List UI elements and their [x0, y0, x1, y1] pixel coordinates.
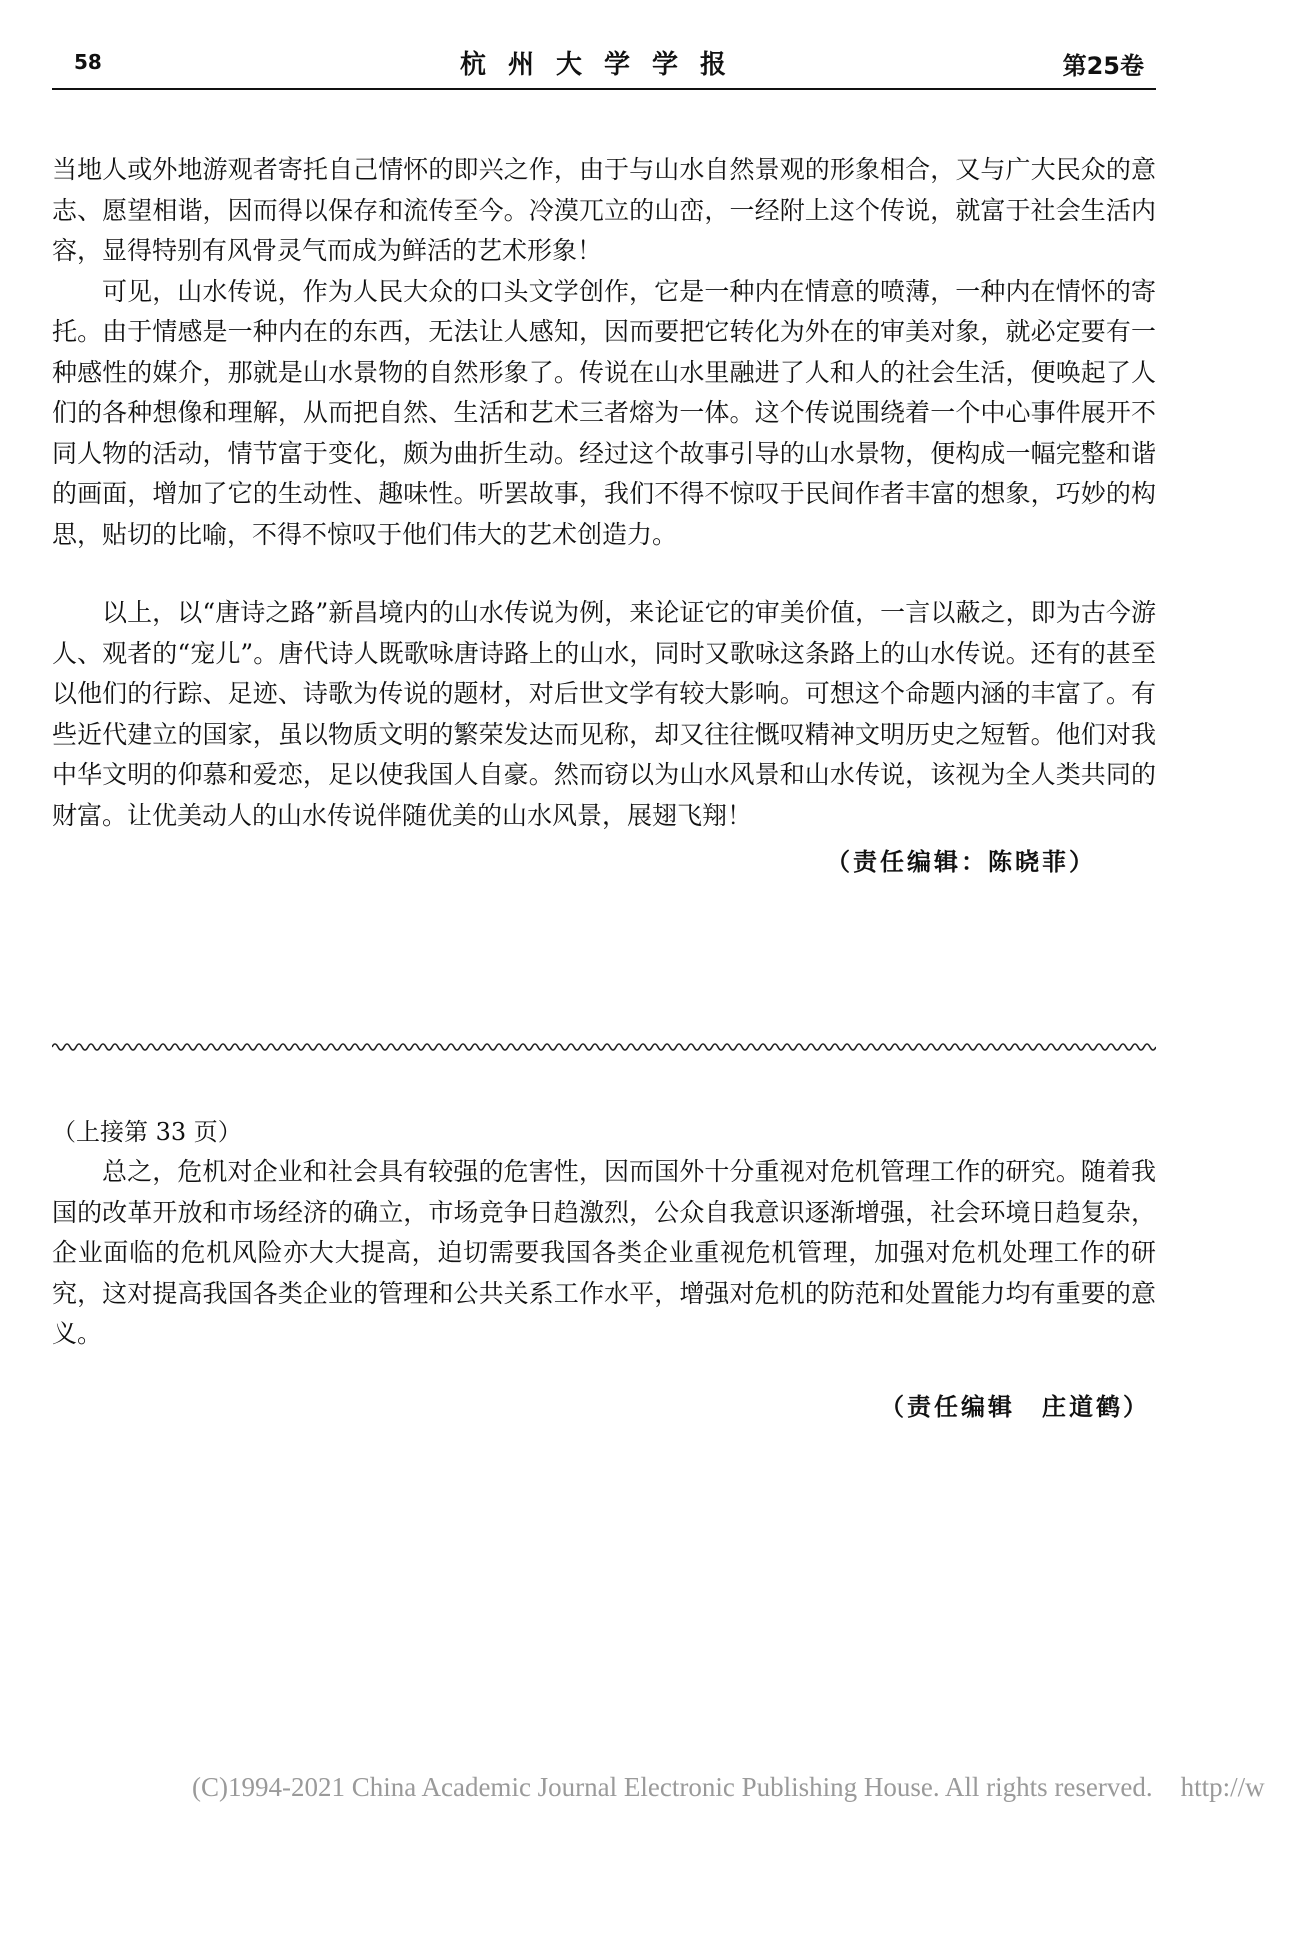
- page-number: 58: [74, 50, 102, 74]
- editor-credit: （责任编辑：陈晓菲）: [826, 848, 1096, 876]
- paragraph: 以上，以“唐诗之路”新昌境内的山水传说为例，来论证它的审美价值，一言以蔽之，即为古今游人、观者的“宠儿”。唐代诗人既歌咏唐诗路上的山水，同时又歌咏这条路上的山水传说。还有的甚至以他们的行踪、足迹、诗歌为传说的题材，对后世文学有较大影响。可想这个命题内涵的丰富了。有些近代建立的国家，虽以物质文明的繁荣发达而见称，却又往往慨叹精神文明历史之短暂。他们对我中华文明的仰慕和爱恋，足以使我国人自豪。然而窃以为山水风景和山水传说，该视为全人类共同的财富。让优美动人的山水传说伴随优美的山水风景，展翅飞翔！: [52, 598, 1156, 830]
- continuation-note: （上接第 33 页）: [52, 1118, 242, 1146]
- url-text: http://w: [1180, 1772, 1265, 1802]
- article-section-1: [52, 150, 1156, 877]
- copyright-footer: [192, 1772, 1265, 1803]
- paragraph: 总之，危机对企业和社会具有较强的危害性，因而国外十分重视对危机管理工作的研究。随着我国的改革开放和市场经济的确立，市场竞争日趋激烈，公众自我意识逐渐增强，社会环境日趋复杂，企业面临的危机风险亦大大提高，迫切需要我国各类企业重视危机管理，加强对危机处理工作的研究，这对提高我国各类企业的管理和公共关系工作水平，增强对危机的防范和处置能力均有重要的意义。: [52, 1157, 1156, 1348]
- paragraph: 可见，山水传说，作为人民大众的口头文学创作，它是一种内在情意的喷薄，一种内在情怀的寄托。由于情感是一种内在的东西，无法让人感知，因而要把它转化为外在的审美对象，就必定要有一种感性的媒介，那就是山水景物的自然形象了。传说在山水里融进了人和人的社会生活，便唤起了人们的各种想像和理解，从而把自然、生活和艺术三者熔为一体。这个传说围绕着一个中心事件展开不同人物的活动，情节富于变化，颇为曲折生动。经过这个故事引导的山水景物，便构成一幅完整和谐的画面，增加了它的生动性、趣味性。听罢故事，我们不得不惊叹于民间作者丰富的想象，巧妙的构思，贴切的比喻，不得不惊叹于他们伟大的艺术创造力。: [52, 276, 1156, 549]
- copyright-text: (C)1994-2021 China Academic Journal Electronic Publishing House. All rights reserved.: [192, 1772, 1153, 1802]
- paragraph: 当地人或外地游观者寄托自己情怀的即兴之作，由于与山水自然景观的形象相合，又与广大民众的意志、愿望相谐，因而得以保存和流传至今。冷漠兀立的山峦，一经附上这个传说，就富于社会生活内容，显得特别有风骨灵气而成为鲜活的艺术形象！: [52, 155, 1156, 265]
- section-divider: [52, 1038, 1156, 1056]
- editor-credit: （责任编辑 庄道鹤）: [880, 1392, 1150, 1421]
- volume-label: 第25卷: [1062, 52, 1144, 80]
- article-section-2: [52, 1112, 1156, 1422]
- running-header: [52, 44, 1156, 90]
- journal-title: 杭州大学学报: [459, 50, 748, 80]
